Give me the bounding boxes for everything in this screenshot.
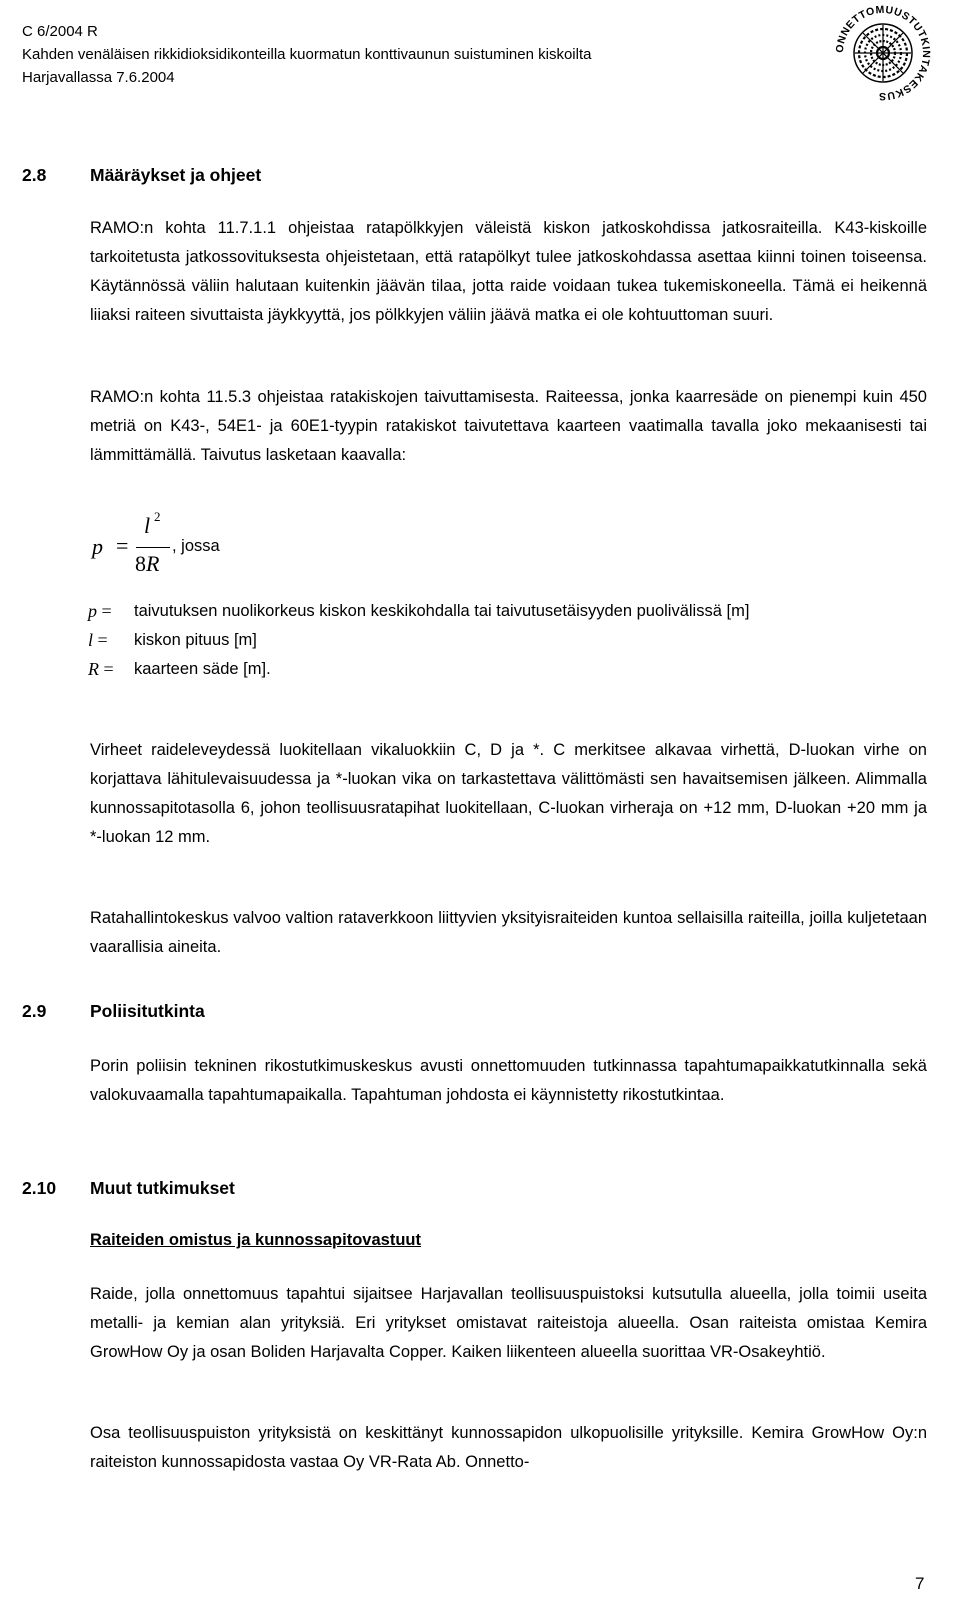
definition-symbol: R =: [88, 659, 114, 679]
page-number: 7: [915, 1574, 925, 1593]
paragraph-text: Ratahallintokeskus valvoo valtion rataverkkoon liittyvien yksityisraiteiden kuntoa sellaisilla raiteilla, joilla kuljetetaan vaarallisia aineita.: [90, 909, 927, 956]
paragraph-text: Virheet raideleveydessä luokitellaan vikaluokkiin C, D ja *. C merkitsee alkavaa virhettä, D-luokan virhe on korjattava lähitulevaisuudessa ja *-luokan vika on tarkastettava välittömästi sen havaitsemisen jälkeen. Alimmalla kunnossapitotasolla 6, johon teollisuusratapihat luokitellaan, C-luokan virheraja on +12 mm, D-luokan +20 mm ja *-luokan 12 mm.: [90, 741, 927, 846]
formula-lhs: p: [92, 534, 103, 559]
subheading-track-ownership: Raiteiden omistus ja kunnossapitovastuut: [90, 1231, 421, 1249]
formula-denominator: [135, 551, 159, 577]
fraction-bar: [136, 547, 170, 548]
denominator-coefficient: 8: [135, 551, 146, 576]
definition-row: [90, 655, 927, 684]
formula-equals: =: [116, 533, 129, 558]
paragraph-ramo-11-7: [90, 214, 927, 330]
paragraph-gauge-defects: [90, 736, 927, 852]
definition-text: kaarteen säde [m].: [134, 660, 271, 678]
definition-symbol: p =: [88, 601, 112, 621]
report-title: Kahden venäläisen rikkidioksidikonteilla kuormatun konttivaunun suistuminen kiskoilta: [22, 46, 592, 63]
definition-symbol: l =: [88, 630, 108, 650]
section-number: 2.9: [22, 1001, 47, 1021]
definition-text: kiskon pituus [m]: [134, 631, 257, 649]
bending-formula: [92, 509, 312, 585]
paragraph-police: [90, 1052, 927, 1110]
paragraph-ramo-11-5: [90, 383, 927, 470]
section-title: Poliisitutkinta: [90, 1001, 205, 1021]
paragraph-text: RAMO:n kohta 11.5.3 ohjeistaa ratakiskojen taivuttamisesta. Raiteessa, jonka kaarresäde on pienempi kuin 450 metriä on K43-, 54E1- ja 60E1-tyypin ratakiskot taivutettava kaarteen vaatimalla tavalla joko mekaanisesti tai lämmittämällä. Taivutus lasketaan kaavalla:: [90, 388, 927, 464]
page-header: [22, 20, 591, 89]
section-title: Muut tutkimukset: [90, 1178, 235, 1198]
formula-exponent: 2: [154, 509, 161, 524]
seal-text: ONNETTOMUUSTUTKINTAKESKUS: [833, 3, 933, 103]
paragraph-text: Raide, jolla onnettomuus tapahtui sijaitsee Harjavallan teollisuuspuistoksi kutsutulla alueella, jolla toimii useita metalli- ja kemian alan yrityksiä. Eri yritykset omistavat raiteistoja alueella. Osan raiteista omistaa Kemira GrowHow Oy ja osan Boliden Harjavalta Copper. Kaiken liikenteen alueella suorittaa VR-Osakeyhtiö.: [90, 1285, 927, 1361]
definition-text: taivutuksen nuolikorkeus kiskon keskikohdalla tai taivutusetäisyyden puolivälissä [m]: [134, 602, 750, 620]
formula-numerator: l: [144, 513, 151, 538]
paragraph-text: Porin poliisin tekninen rikostutkimuskeskus avusti onnettomuuden tutkinnassa tapahtumapaikkatutkinnalla sekä valokuvaamalla tapahtumapaikalla. Tapahtuman johdosta ei käynnistetty rikostutkintaa.: [90, 1057, 927, 1104]
denominator-variable: R: [146, 551, 160, 576]
section-title: Määräykset ja ohjeet: [90, 165, 262, 185]
report-id: C 6/2004 R: [22, 23, 98, 40]
formula-suffix: , jossa: [172, 537, 220, 555]
definition-row: [90, 626, 927, 655]
section-number: 2.10: [22, 1178, 57, 1198]
paragraph-text: RAMO:n kohta 11.7.1.1 ohjeistaa ratapölkkyjen väleistä kiskon jatkoskohdissa jatkosraiteilla. K43-kiskoille tarkoitetusta jatkossovituksesta ohjeistetaan, että ratapölkyt tulee jatkoskohdassa asettaa kiinni toinen toiseensa. Käytännössä väliin halutaan kuitenkin jäävän tilaa, jotta raide voidaan tukea tukemiskoneella. Tämä ei heikennä liiaksi raiteen sivuttaista jäykkyyttä, jos pölkkyjen väliin jäävä matka ei ole kohtuuttoman suuri.: [90, 219, 927, 324]
onnettomuustutkintakeskus-seal-icon: [830, 0, 936, 106]
definition-row: [90, 597, 927, 626]
formula-definitions: [90, 597, 927, 684]
section-number: 2.8: [22, 165, 47, 185]
paragraph-text: Osa teollisuuspuiston yrityksistä on keskittänyt kunnossapidon ulkopuolisille yrityksille. Kemira GrowHow Oy:n raiteiston kunnossapidosta vastaa Oy VR-Rata Ab. Onnetto-: [90, 1424, 927, 1471]
paragraph-ratahallintokeskus: [90, 904, 927, 962]
paragraph-maintenance: [90, 1419, 927, 1477]
paragraph-track-ownership: [90, 1280, 927, 1367]
report-location-date: Harjavallassa 7.6.2004: [22, 69, 175, 86]
